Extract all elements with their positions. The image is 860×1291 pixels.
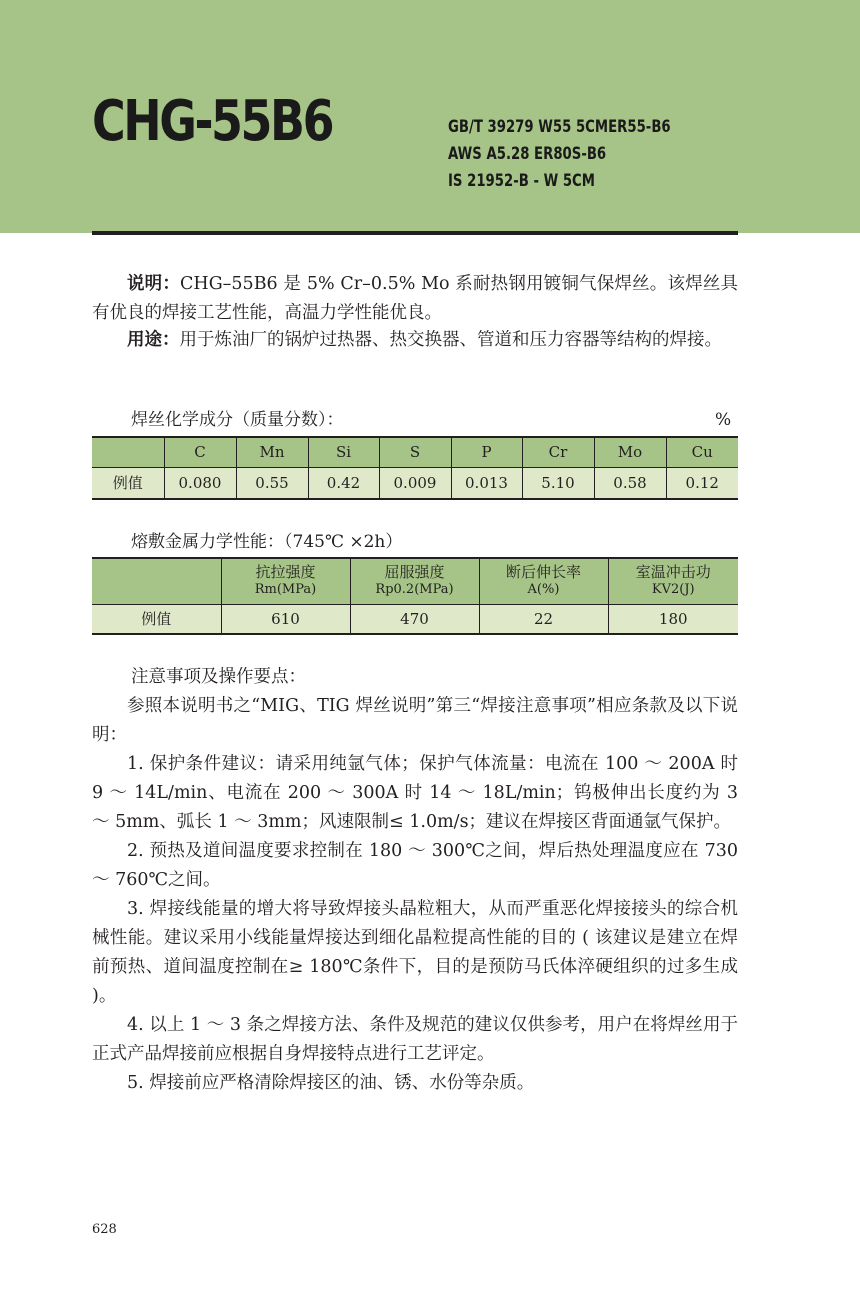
mech-value-cell: 470 — [350, 604, 479, 634]
chem-value-cell: 0.55 — [236, 467, 308, 499]
mech-header-name: 屈服强度 — [384, 563, 445, 582]
chem-value-cell: 0.42 — [308, 467, 379, 499]
chem-header-cell — [92, 437, 164, 467]
mech-header-name: 室温冲击功 — [635, 563, 711, 582]
product-title: CHG-55B6 — [92, 89, 333, 154]
mech-header-name: 抗拉强度 — [255, 563, 316, 582]
mechanical-header-row — [92, 558, 738, 604]
description-paragraph — [92, 270, 738, 328]
usage-text: 用于炼油厂的锅炉过热器、热交换器、管道和压力容器等结构的焊接。 — [179, 330, 722, 350]
chem-header-cell: Mo — [594, 437, 666, 467]
mech-header-name: 断后伸长率 — [505, 563, 581, 582]
chem-header-cell: Mn — [236, 437, 308, 467]
notes-item: 5. 焊接前应严格清除焊接区的油、锈、水份等杂质。 — [127, 1073, 535, 1093]
chemistry-unit: % — [715, 410, 732, 430]
mech-row-label: 例值 — [92, 604, 221, 634]
chem-value-cell: 5.10 — [522, 467, 594, 499]
notes-item: 3. 焊接线能量的增大将导致焊接头晶粒粗大，从而严重恶化焊接接头的综合机械性能。建议采用小线能量焊接达到细化晶粒提高性能的目的 ( 该建议是建立在焊前预热、道间温度控制在≥ 180℃条件下，目的是预防马氏体淬硬组织的过多生成 )。 — [92, 899, 738, 1006]
mech-header-cell — [479, 558, 608, 604]
page-number: 628 — [92, 1222, 117, 1237]
standard-aws: AWS A5.28 ER80S-B6 — [448, 144, 607, 164]
mechanical-title-line — [131, 530, 402, 554]
description-label: 说明： — [127, 274, 181, 294]
mech-header-cell — [92, 558, 221, 604]
mech-value-cell: 610 — [221, 604, 350, 634]
mechanical-table — [92, 557, 738, 635]
mechanical-title: 熔敷金属力学性能： — [131, 532, 284, 552]
chemistry-value-row — [92, 467, 738, 499]
chemistry-title: 焊丝化学成分（质量分数）： — [131, 410, 344, 430]
usage-label: 用途： — [127, 330, 180, 350]
mech-header-unit: A(%) — [527, 582, 560, 598]
standards-list — [448, 114, 671, 195]
chem-header-cell: S — [379, 437, 451, 467]
mech-header-cell — [608, 558, 738, 604]
notes-title: 注意事项及操作要点： — [131, 667, 306, 687]
chem-row-label: 例值 — [92, 467, 164, 499]
notes-item: 4. 以上 1 ～ 3 条之焊接方法、条件及规范的建议仅供参考，用户在将焊丝用于正式产品焊接前应根据自身焊接特点进行工艺评定。 — [92, 1015, 738, 1064]
chem-header-cell: Cr — [522, 437, 594, 467]
chem-header-cell: C — [164, 437, 236, 467]
chem-value-cell: 0.58 — [594, 467, 666, 499]
chem-value-cell: 0.080 — [164, 467, 236, 499]
mech-header-unit: KV2(J) — [651, 582, 695, 598]
description-text: CHG–55B6 是 5% Cr–0.5% Mo 系耐热钢用镀铜气保焊丝。该焊丝具有优良的焊接工艺性能，高温力学性能优良。 — [92, 274, 738, 323]
mech-header-unit: Rp0.2(MPa) — [375, 582, 454, 598]
chem-header-cell: Cu — [666, 437, 738, 467]
mechanical-value-row — [92, 604, 738, 634]
chem-value-cell: 0.009 — [379, 467, 451, 499]
notes-item: 1. 保护条件建议：请采用纯氩气体；保护气体流量：电流在 100 ～ 200A 时 9 ～ 14L/min、电流在 200 ～ 300A 时 14 ～ 18L/min；钨极伸出长度约为 3 ～ 5mm、弧长 1 ～ 3mm；风速限制≤ 1.0m/s；建议在焊接区背面通氩气保护。 — [92, 754, 738, 832]
chem-header-cell: P — [451, 437, 522, 467]
chemistry-table — [92, 436, 738, 500]
mech-value-cell: 22 — [479, 604, 608, 634]
standard-is: IS 21952-B - W 5CM — [448, 171, 595, 191]
notes-section — [92, 663, 738, 1098]
mech-value-cell: 180 — [608, 604, 738, 634]
mech-header-cell — [350, 558, 479, 604]
standard-gb: GB/T 39279 W55 5CMER55-B6 — [448, 117, 671, 137]
chem-value-cell: 0.013 — [451, 467, 522, 499]
mech-header-cell — [221, 558, 350, 604]
mech-header-unit: Rm(MPa) — [254, 582, 317, 598]
mechanical-condition: （745℃ ×2h） — [284, 532, 403, 552]
usage-paragraph — [92, 326, 738, 355]
chemistry-header-row — [92, 437, 738, 467]
title-rule — [92, 231, 738, 235]
chem-header-cell: Si — [308, 437, 379, 467]
notes-intro: 参照本说明书之“MIG、TIG 焊丝说明”第三“焊接注意事项”相应条款及以下说明： — [92, 696, 738, 745]
notes-item: 2. 预热及道间温度要求控制在 180 ～ 300℃之间，焊后热处理温度应在 730 ～ 760℃之间。 — [92, 841, 738, 890]
chem-value-cell: 0.12 — [666, 467, 738, 499]
